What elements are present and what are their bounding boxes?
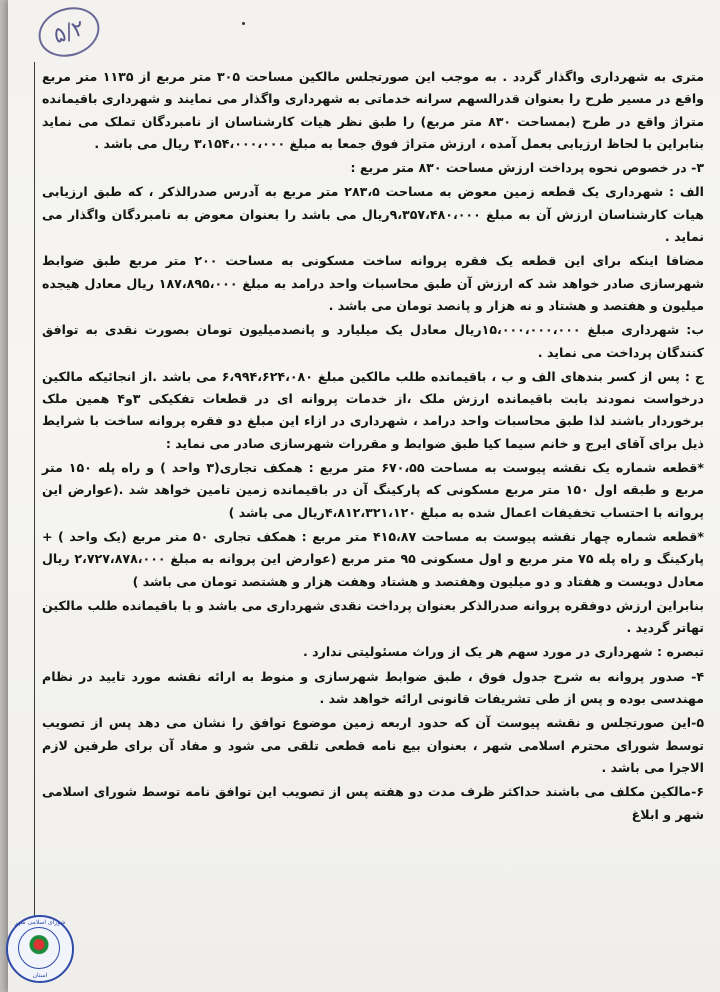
- paragraph-item-3: ۳- در خصوص نحوه پرداخت ارزش مساحت ۸۳۰ متر مربع :: [350, 160, 704, 176]
- seal-text: [8, 917, 72, 981]
- paragraph-conclusion: بنابراین ارزش دوفقره پروانه صدرالذکر بعنوان پرداخت نقدی شهرداری می باشد و با باقیمانده طلب مالکین تهاتر گردید .: [42, 597, 704, 636]
- paragraph-addendum: مضافا اینکه برای این قطعه یک فقره پروانه ساخت مسکونی به مساحت ۲۰۰ متر مربع طبق ضوابط شهرسازی صادر خواهد شد که ارزش آن طبق محاسبات واحد درامد به مبلغ ۱۸۷،۸۹۵،۰۰۰ ریال معادل هیجده میلیون و هفتصد و هشتاد و نه هزار و پانصد تومان می باشد .: [42, 253, 704, 313]
- council-seal: [6, 915, 74, 983]
- document-sheet: [8, 0, 720, 992]
- paragraph-be: ب: شهرداری مبلغ ۱۵،۰۰۰،۰۰۰،۰۰۰ریال معادل یک میلیارد و پانصدمیلیون تومان بصورت نقدی به توافق کنندگان پرداخت می نماید .: [42, 322, 704, 360]
- document-body: [42, 66, 704, 826]
- paragraph-note: تبصره : شهرداری در مورد سهم هر یک از وراث مسئولیتی ندارد .: [302, 644, 704, 660]
- paragraph-item-5: ۵-این صورتجلس و نقشه پیوست آن که حدود اربعه زمین موضوع توافق را نشان می دهد پس از تصویب توسط شورای محترم اسلامی شهر ، بعنوان بیع نامه قطعی تلقی می شود و مفاد آن برای طرفین لازم الاجرا می باشد .: [42, 715, 704, 775]
- ink-dot: [242, 22, 245, 25]
- paragraph-item-4: ۴- صدور پروانه به شرح جدول فوق ، طبق ضوابط شهرسازی و منوط به ارائه نقشه مورد تایید در نظام مهندسی بوده و پس از طی تشریفات قانونی ارائه خواهد شد .: [42, 668, 704, 707]
- seal-bottom-text: استان: [32, 972, 48, 979]
- paragraph-alef: الف : شهرداری یک قطعه زمین معوض به مساحت ۲۸۳،۵ متر مربع به آدرس صدرالذکر ، که طبق ارزیابی هیات کارشناسان ارزش آن به مبلغ ۹،۳۵۷،۴۸۰،۰۰۰ریال می باشد را بعنوان معوض به نامبردگان واگذار می نماید .: [42, 184, 704, 245]
- seal-top-text: شورای اسلامی شهر: [14, 919, 66, 926]
- paragraph-plot-1: *قطعه شماره یک نقشه پیوست به مساحت ۶۷۰،۵۵ متر مربع : همکف تجاری(۳ واحد ) و راه پله ۱۵۰ متر مربع و طبقه اول ۱۵۰ متر مربع مسکونی که پارکینگ آن در باقیمانده زمین تامین خواهد شد .(عوارض این پروانه با احتساب تخفیفات اعمال شده به مبلغ ۴،۸۱۲،۳۲۱،۱۲۰ریال می باشد ): [42, 460, 705, 520]
- paragraph-item-6: ۶-مالکین مکلف می باشند حداکثر ظرف مدت دو هفته پس از تصویب این توافق نامه توسط شورای اسلامی شهر و ابلاغ: [42, 784, 704, 822]
- paragraph-jim: ج : پس از کسر بندهای الف و ب ، باقیمانده طلب مالکین مبلغ ۶،۹۹۴،۶۲۴،۰۸۰ می باشد .از انجائیکه مالکین درخواست نمودند بابت باقیمانده ارزش ملک ،از خدمات پروانه ای در قطعات تفکیکی ۳و۴ همین ملک برخوردار باشند لذا طبق محاسبات واحد درامد ، شهرداری در ازاء این مبلغ دو فقره پروانه ساخت با شرایط ذیل برای آقای ایرج و خانم سیما کیا طبق ضوابط و مقررات شهرسازی صادر می نماید :: [42, 368, 704, 451]
- paragraph-intro: متری به شهرداری واگذار گردد . به موجب این صورتجلس مالکین مساحت ۳۰۵ متر مربع از ۱۱۳۵ متر مربع واقع در مسیر طرح را بعنوان قدرالسهم سرانه خدماتی به شهرداری واگذار می نمایند و شهرداری باقیمانده متراژ واقع در طرح (بمساحت ۸۳۰ متر مربع) را طبق نظر هیات کارشناسان از نامبردگان تملک می نماید بنابراین با لحاظ ارزیابی بعمل آمده ، ارزش متراژ فوق جمعا به مبلغ ۳،۱۵۴،۰۰۰،۰۰۰ ریال می باشد .: [42, 69, 704, 151]
- paragraph-plot-4: *قطعه شماره چهار نقشه پیوست به مساحت ۴۱۵،۸۷ متر مربع : همکف تجاری ۵۰ متر مربع (یک واحد ) + پارکینگ و راه پله ۷۵ متر مربع و اول مسکونی ۹۵ متر مربع (عوارض این پروانه به مبلغ ۲،۷۲۷،۸۷۸،۰۰۰ ریال معادل دویست و هفتاد و دو میلیون وهفتصد و هشتاد وهفت هزار و هشتصد تومان می باشد ): [42, 528, 704, 589]
- page-number-mark: ۵/۲: [32, 0, 106, 64]
